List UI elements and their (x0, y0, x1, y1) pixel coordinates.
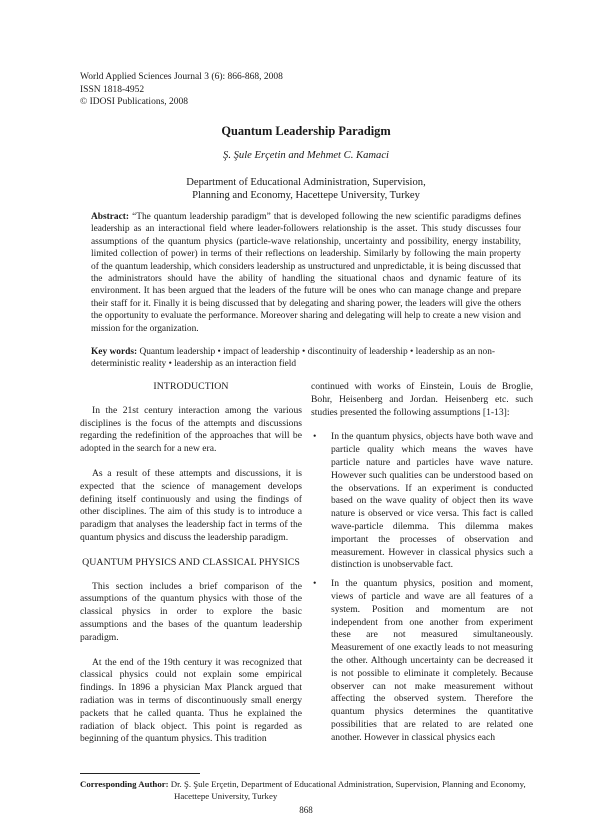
corresponding-label: Corresponding Author: (80, 779, 169, 789)
affiliation-line-2: Planning and Economy, Hacettepe University, Turkey (192, 190, 420, 202)
intro-paragraph-2: As a result of these attempts and discussions, it is expected that the science of management develops defining itself continuously and using the findings of other disciplines. The aim of this study is to introduce a paradigm that analyses the leadership fact in terms of the quantum physics and discuss the leadership paradigm. (80, 467, 302, 543)
corresponding-author (80, 779, 535, 802)
paper-authors: Ş. Şule Erçetin and Mehmet C. Kamaci (223, 150, 389, 161)
assumptions-list (311, 431, 533, 744)
bullet-icon: • (313, 578, 317, 590)
affiliation-line-1: Department of Educational Administration, Supervision, (186, 177, 426, 188)
footnote-divider (80, 773, 200, 774)
intro-paragraph-1: In the 21st century interaction among the various disciplines is the focus of the attempts and discussions regarding the redefinition of the approaches that will be adopted in the search for a new era. (80, 404, 302, 455)
quantum-paragraph-2: At the end of the 19th century it was recognized that classical physics could not explain some empirical findings. In 1896 a physician Max Planck argued that radiation was in terms of discontinuously small energy packets that he called quanta. Thus he explained the radiation of black object. This point is regarded as beginning of the quantum physics. This tradition (80, 656, 302, 745)
journal-citation: World Applied Sciences Journal 3 (6): 866-868, 2008 (80, 72, 283, 82)
journal-issn: ISSN 1818-4952 (80, 84, 145, 95)
quantum-paragraph-1: This section includes a brief comparison of the assumptions of the quantum physics with those of the classical physics in order to explore the basic assumptions and the bases of the quantum leadership paradigm. (80, 580, 302, 643)
abstract-label: Abstract: (91, 212, 130, 222)
introduction-heading: INTRODUCTION (153, 381, 229, 392)
keywords (91, 346, 521, 371)
keywords-text: Quantum leadership • impact of leadership • discontinuity of leadership • leadership as an non-deterministic reality • leadership as an interaction field (91, 347, 496, 370)
list-item (311, 578, 533, 744)
author-affiliation (0, 176, 612, 203)
list-item-text: In the quantum physics, objects have both wave and particle quality which means the waves have particle nature and particles have wave nature. However such qualities can be understood based on the observations. If an experiment is conducted based on the wave quality of object then its wave nature is observed or vice versa. This fact is called wave-particle dilemma. This dilemma makes important the processes of observation and measurement. However in classical physics such a distinction is unobservable fact. (331, 431, 533, 571)
corresponding-text: Dr. Ş. Şule Erçetin, Department of Educational Administration, Supervision, Planning and Economy, (170, 779, 526, 789)
bullet-icon: • (313, 431, 317, 443)
quantum-physics-heading: QUANTUM PHYSICS AND CLASSICAL PHYSICS (82, 556, 300, 568)
journal-copyright: © IDOSI Publications, 2008 (80, 97, 189, 108)
left-column (80, 381, 302, 758)
continued-paragraph: continued with works of Einstein, Louis de Broglie, Bohr, Heisenberg and Jordan. Heisenberg etc. such studies presented the following assumptions [1-13]: (311, 381, 533, 418)
list-item (311, 431, 533, 572)
corresponding-text-2: Hacettepe University, Turkey (174, 790, 278, 801)
page-number: 868 (299, 805, 313, 815)
abstract-text: “The quantum leadership paradigm” that is developed following the new scientific paradigms defines leadership as an interactional field where leader-followers relationship is the asset. This study discusses four assumptions of the quantum physics (particle-wave relationship, uncertainty and possibility, energy instability, limited collection of power) in terms of their reflections on leadership. Similarly by following the main property of the quantum leadership, which considers leadership as unstructured and unpredictable, it is being discussed that the administrators should have the ability of handling the situational chaos and dynamic feature of its environment. It has been argued that the leaders of the future will be ones who can manage change and prepare their staff for it. Finally it is being discussed that by delegating and sharing power, the leaders will give the others the opportunity to evaluate the performance. Moreover sharing and delegating will help to create a new vision and mission for the organization. (91, 212, 522, 334)
keywords-label: Key words: (91, 347, 138, 357)
abstract (91, 211, 521, 335)
list-item-text: In the quantum physics, position and moment, views of particle and wave are all features of a system. Position and momentum are not independent from one another from experiment these are not measured simultaneously. Measurement of one exactly leads to not measuring the other. Although uncertainty can be decreased it is not possible to eliminate it completely. Because observer can not make measurement without affecting the observed system. Therefore the quantum physics determines the quantitative possibilities that are related to are related one another. However in classical physics each (331, 578, 533, 743)
right-column (311, 381, 533, 751)
journal-header (80, 71, 380, 109)
paper-title: Quantum Leadership Paradigm (221, 124, 391, 138)
